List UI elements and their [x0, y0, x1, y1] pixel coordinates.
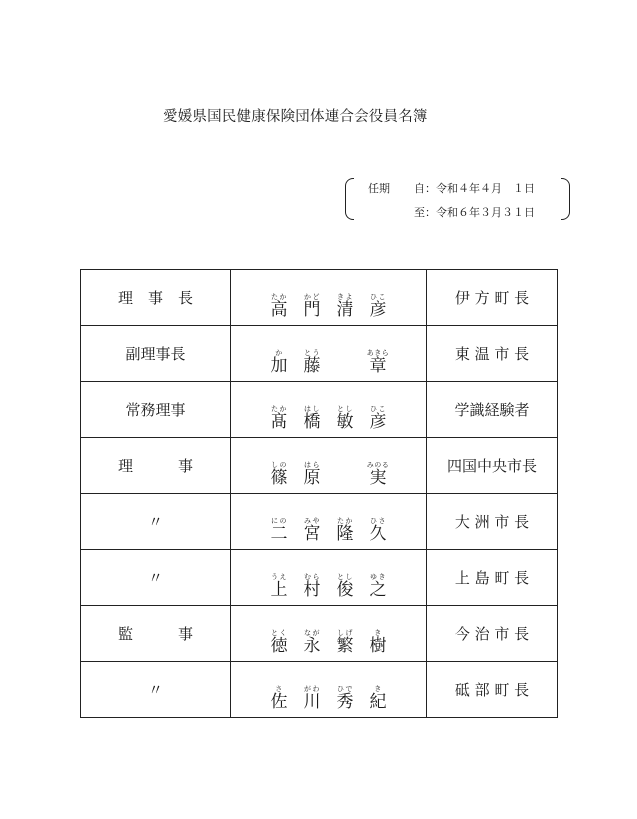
term-of-office	[345, 178, 570, 220]
furigana: さ	[270, 684, 288, 693]
furigana: ひさ	[369, 516, 387, 525]
furigana: たか	[270, 404, 288, 413]
officer-name	[231, 500, 426, 544]
office-cell	[427, 326, 558, 382]
name-character	[329, 685, 362, 712]
name-character	[296, 461, 329, 488]
kanji: 彦	[369, 411, 387, 432]
furigana: はら	[303, 460, 321, 469]
table-row	[81, 326, 558, 382]
kanji: 実	[366, 467, 390, 488]
office-title: 学識経験者	[454, 401, 530, 419]
furigana: むら	[303, 572, 321, 581]
furigana: うえ	[270, 572, 288, 581]
table-row	[81, 438, 558, 494]
position-cell	[81, 382, 231, 438]
kanji: 紀	[369, 691, 387, 712]
table-row	[81, 270, 558, 326]
kanji: 之	[369, 579, 387, 600]
name-character	[362, 573, 395, 600]
name-character	[296, 517, 329, 544]
name-character	[263, 685, 296, 712]
name-character	[362, 405, 395, 432]
name-character	[362, 293, 395, 320]
name-cell	[231, 606, 427, 662]
kanji: 村	[303, 579, 321, 600]
right-bracket	[561, 178, 570, 220]
kanji: 二	[270, 523, 288, 544]
furigana: か	[270, 348, 288, 357]
officer-name	[231, 388, 426, 432]
furigana: かど	[303, 292, 321, 301]
office-title: 上 島 町 長	[454, 569, 530, 587]
kanji: 宮	[303, 523, 321, 544]
office-cell	[427, 382, 558, 438]
furigana: き	[369, 628, 387, 637]
kanji: 佐	[270, 691, 288, 712]
name-cell	[231, 494, 427, 550]
table-row	[81, 494, 558, 550]
name-character	[329, 629, 362, 656]
office-title: 東 温 市 長	[454, 345, 530, 363]
kanji: 隆	[336, 523, 354, 544]
position-cell	[81, 550, 231, 606]
office-cell	[427, 438, 558, 494]
name-character	[296, 629, 329, 656]
name-character	[362, 461, 395, 488]
office-cell	[427, 270, 558, 326]
name-character	[263, 573, 296, 600]
office-title: 四国中央市長	[446, 457, 537, 475]
furigana: なが	[303, 628, 321, 637]
name-cell	[231, 326, 427, 382]
name-cell	[231, 382, 427, 438]
name-character	[362, 685, 395, 712]
name-character	[263, 349, 296, 376]
name-cell	[231, 662, 427, 718]
furigana: はし	[303, 404, 321, 413]
table-row	[81, 606, 558, 662]
officer-name	[231, 612, 426, 656]
furigana: しげ	[336, 628, 354, 637]
name-character	[329, 573, 362, 600]
office-cell	[427, 550, 558, 606]
name-character	[362, 517, 395, 544]
furigana: みのる	[366, 460, 390, 469]
name-character	[263, 461, 296, 488]
furigana: にの	[270, 516, 288, 525]
kanji: 樹	[369, 635, 387, 656]
officers-table	[80, 269, 558, 718]
kanji: 永	[303, 635, 321, 656]
kanji: 徳	[270, 635, 288, 656]
kanji: 原	[303, 467, 321, 488]
kanji: 加	[270, 355, 288, 376]
name-character	[296, 573, 329, 600]
kanji: 秀	[336, 691, 354, 712]
term-end-date: 至：令和６年３月３１日	[414, 206, 535, 219]
kanji: 彦	[369, 299, 387, 320]
furigana: しの	[270, 460, 288, 469]
furigana: たか	[270, 292, 288, 301]
furigana: とう	[303, 348, 321, 357]
name-character	[296, 293, 329, 320]
position-title: 〃	[147, 681, 163, 699]
office-title: 伊 方 町 長	[454, 289, 530, 307]
position-title: 〃	[147, 513, 163, 531]
name-character	[329, 405, 362, 432]
name-character	[296, 349, 329, 376]
furigana: きよ	[336, 292, 354, 301]
table-row	[81, 382, 558, 438]
name-character	[263, 293, 296, 320]
kanji: 高	[270, 299, 288, 320]
kanji: 髙	[270, 411, 288, 432]
kanji: 篠	[270, 467, 288, 488]
name-character	[296, 405, 329, 432]
kanji: 門	[303, 299, 321, 320]
officer-name	[231, 276, 426, 320]
furigana: とし	[336, 572, 354, 581]
furigana: あきら	[366, 348, 390, 357]
furigana: ゆき	[369, 572, 387, 581]
name-character	[263, 517, 296, 544]
furigana: ひこ	[369, 404, 387, 413]
officer-name	[231, 332, 426, 376]
furigana: たか	[336, 516, 354, 525]
position-cell	[81, 606, 231, 662]
kanji: 敏	[336, 411, 354, 432]
officer-name	[231, 668, 426, 712]
kanji: 藤	[303, 355, 321, 376]
left-bracket	[345, 178, 354, 220]
furigana: ひで	[336, 684, 354, 693]
position-title: 〃	[147, 569, 163, 587]
kanji: 俊	[336, 579, 354, 600]
kanji: 久	[369, 523, 387, 544]
office-cell	[427, 606, 558, 662]
office-cell	[427, 494, 558, 550]
name-character	[362, 629, 395, 656]
kanji: 章	[366, 355, 390, 376]
officer-name	[231, 444, 426, 488]
kanji: 清	[336, 299, 354, 320]
name-character	[329, 468, 362, 488]
office-title: 砥 部 町 長	[454, 681, 530, 699]
name-cell	[231, 438, 427, 494]
kanji: 繁	[336, 635, 354, 656]
office-title: 大 洲 市 長	[454, 513, 530, 531]
position-cell	[81, 438, 231, 494]
position-cell	[81, 662, 231, 718]
name-character	[329, 293, 362, 320]
term-label: 任期	[368, 182, 390, 195]
kanji: 川	[303, 691, 321, 712]
furigana: とく	[270, 628, 288, 637]
kanji: 上	[270, 579, 288, 600]
furigana: がわ	[303, 684, 321, 693]
furigana: とし	[336, 404, 354, 413]
name-character	[263, 629, 296, 656]
term-start-date: 自：令和４年４月 １日	[414, 182, 535, 195]
position-cell	[81, 494, 231, 550]
position-title: 常務理事	[125, 401, 186, 419]
officer-name	[231, 556, 426, 600]
name-cell	[231, 550, 427, 606]
position-title: 理 事	[117, 457, 193, 475]
name-cell	[231, 270, 427, 326]
furigana: き	[369, 684, 387, 693]
position-title: 理 事 長	[117, 289, 193, 307]
office-title: 今 治 市 長	[454, 625, 530, 643]
name-character	[329, 356, 362, 376]
kanji: 橋	[303, 411, 321, 432]
position-title: 監 事	[117, 625, 193, 643]
name-character	[296, 685, 329, 712]
name-character	[362, 349, 395, 376]
name-character	[263, 405, 296, 432]
name-character	[329, 517, 362, 544]
position-cell	[81, 326, 231, 382]
table-row	[81, 550, 558, 606]
table-row	[81, 662, 558, 718]
document-title: 愛媛県国民健康保険団体連合会役員名簿	[163, 109, 428, 125]
position-cell	[81, 270, 231, 326]
office-cell	[427, 662, 558, 718]
furigana: みや	[303, 516, 321, 525]
position-title: 副理事長	[125, 345, 186, 363]
furigana: ひこ	[369, 292, 387, 301]
